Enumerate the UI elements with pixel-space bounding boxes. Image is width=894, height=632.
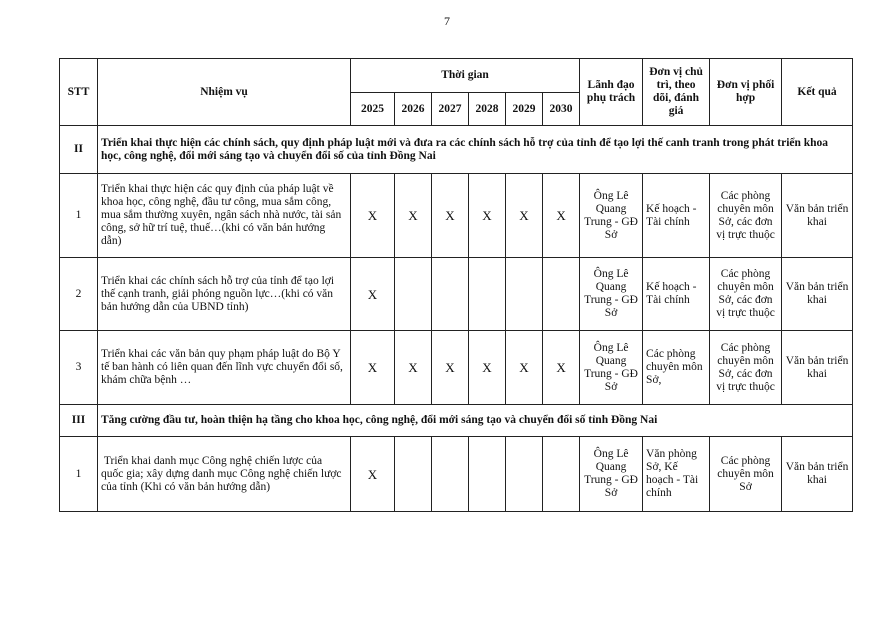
row-mark-2028 bbox=[469, 258, 506, 331]
row-leader: Ông Lê Quang Trung - GĐ Sở bbox=[580, 258, 643, 331]
table-row bbox=[60, 174, 853, 258]
header-lead-unit: Đơn vị chủ trì, theo dõi, đánh giá bbox=[643, 59, 710, 126]
header-year-2029: 2029 bbox=[506, 93, 543, 126]
row-mark-2028: X bbox=[469, 174, 506, 258]
row-mark-2027: X bbox=[432, 331, 469, 405]
header-time: Thời gian bbox=[351, 59, 580, 93]
header-year-2028: 2028 bbox=[469, 93, 506, 126]
table-row bbox=[60, 258, 853, 331]
row-mark-2027 bbox=[432, 437, 469, 512]
row-mark-2025: X bbox=[351, 174, 395, 258]
row-leader: Ông Lê Quang Trung - GĐ Sở bbox=[580, 331, 643, 405]
row-lead-unit: Văn phòng Sở, Kế hoạch - Tài chính bbox=[643, 437, 710, 512]
row-lead-unit: Các phòng chuyên môn Sở, bbox=[643, 331, 710, 405]
table-row bbox=[60, 331, 853, 405]
section-title: Triển khai thực hiện các chính sách, quy định pháp luật mới và đưa ra các chính sách hỗ trợ của tỉnh để tạo lợi thế canh tranh trong phát triển khoa học, công nghệ, đổi mới sáng tạo và chuyển đổi số của tỉnh Đồng Nai bbox=[98, 126, 853, 174]
row-task: Triển khai các văn bản quy phạm pháp luật do Bộ Y tế ban hành có liên quan đến lĩnh vực chuyển đổi số, khám chữa bệnh … bbox=[98, 331, 351, 405]
row-mark-2030 bbox=[543, 437, 580, 512]
header-result: Kết quả bbox=[782, 59, 853, 126]
row-task: Triển khai các chính sách hỗ trợ của tỉnh để tạo lợi thế cạnh tranh, giải phóng nguồn lực…(khi có văn bản hướng dẫn của UBND tỉnh) bbox=[98, 258, 351, 331]
row-lead-unit: Kế hoạch - Tài chính bbox=[643, 258, 710, 331]
row-coop-unit: Các phòng chuyên môn Sở, các đơn vị trực thuộc bbox=[710, 174, 782, 258]
header-stt: STT bbox=[60, 59, 98, 126]
row-stt: 3 bbox=[60, 331, 98, 405]
row-mark-2029 bbox=[506, 258, 543, 331]
row-mark-2026: X bbox=[395, 331, 432, 405]
row-coop-unit: Các phòng chuyên môn Sở bbox=[710, 437, 782, 512]
row-mark-2030 bbox=[543, 258, 580, 331]
row-coop-unit: Các phòng chuyên môn Sở, các đơn vị trực thuộc bbox=[710, 331, 782, 405]
row-result: Văn bản triển khai bbox=[782, 174, 853, 258]
row-mark-2027 bbox=[432, 258, 469, 331]
row-mark-2025: X bbox=[351, 331, 395, 405]
row-leader: Ông Lê Quang Trung - GĐ Sở bbox=[580, 437, 643, 512]
row-coop-unit: Các phòng chuyên môn Sở, các đơn vị trực thuộc bbox=[710, 258, 782, 331]
row-mark-2026 bbox=[395, 437, 432, 512]
row-mark-2025: X bbox=[351, 437, 395, 512]
section-row bbox=[60, 126, 853, 174]
row-mark-2028: X bbox=[469, 331, 506, 405]
row-mark-2029: X bbox=[506, 174, 543, 258]
row-task: Triển khai thực hiện các quy định của pháp luật về khoa học, công nghệ, đầu tư công, mua sắm công, mua sắm thường xuyên, ngân sách nhà nước, tài sản công, sở hữ trí tuệ, thuế…(khi có văn bản hướng dẫn) bbox=[98, 174, 351, 258]
row-result: Văn bản triển khai bbox=[782, 437, 853, 512]
row-stt: 1 bbox=[60, 437, 98, 512]
header-leader: Lãnh đạo phụ trách bbox=[580, 59, 643, 126]
table-row bbox=[60, 437, 853, 512]
row-mark-2029: X bbox=[506, 331, 543, 405]
row-mark-2026: X bbox=[395, 174, 432, 258]
row-mark-2028 bbox=[469, 437, 506, 512]
row-task: Triển khai danh mục Công nghệ chiến lược của quốc gia; xây dựng danh mục Công nghệ chiến lược của tỉnh (Khi có văn bản hướng dẫn) bbox=[98, 437, 351, 512]
row-leader: Ông Lê Quang Trung - GĐ Sở bbox=[580, 174, 643, 258]
row-mark-2030: X bbox=[543, 174, 580, 258]
header-coop-unit: Đơn vị phối hợp bbox=[710, 59, 782, 126]
row-mark-2027: X bbox=[432, 174, 469, 258]
header-year-2025: 2025 bbox=[351, 93, 395, 126]
row-stt: 2 bbox=[60, 258, 98, 331]
row-mark-2030: X bbox=[543, 331, 580, 405]
row-mark-2026 bbox=[395, 258, 432, 331]
row-mark-2025: X bbox=[351, 258, 395, 331]
header-year-2026: 2026 bbox=[395, 93, 432, 126]
header-year-2030: 2030 bbox=[543, 93, 580, 126]
row-mark-2029 bbox=[506, 437, 543, 512]
row-result: Văn bản triển khai bbox=[782, 258, 853, 331]
header-year-2027: 2027 bbox=[432, 93, 469, 126]
page-number: 7 bbox=[444, 14, 450, 28]
section-row bbox=[60, 405, 853, 437]
section-title: Tăng cường đầu tư, hoàn thiện hạ tầng cho khoa học, công nghệ, đổi mới sáng tạo và chuyển đổi số tỉnh Đồng Nai bbox=[98, 405, 853, 437]
row-lead-unit: Kế hoạch - Tài chính bbox=[643, 174, 710, 258]
task-plan-table bbox=[59, 58, 853, 512]
row-stt: 1 bbox=[60, 174, 98, 258]
section-number: III bbox=[60, 405, 98, 437]
header-task: Nhiệm vụ bbox=[98, 59, 351, 126]
row-result: Văn bản triển khai bbox=[782, 331, 853, 405]
section-number: II bbox=[60, 126, 98, 174]
